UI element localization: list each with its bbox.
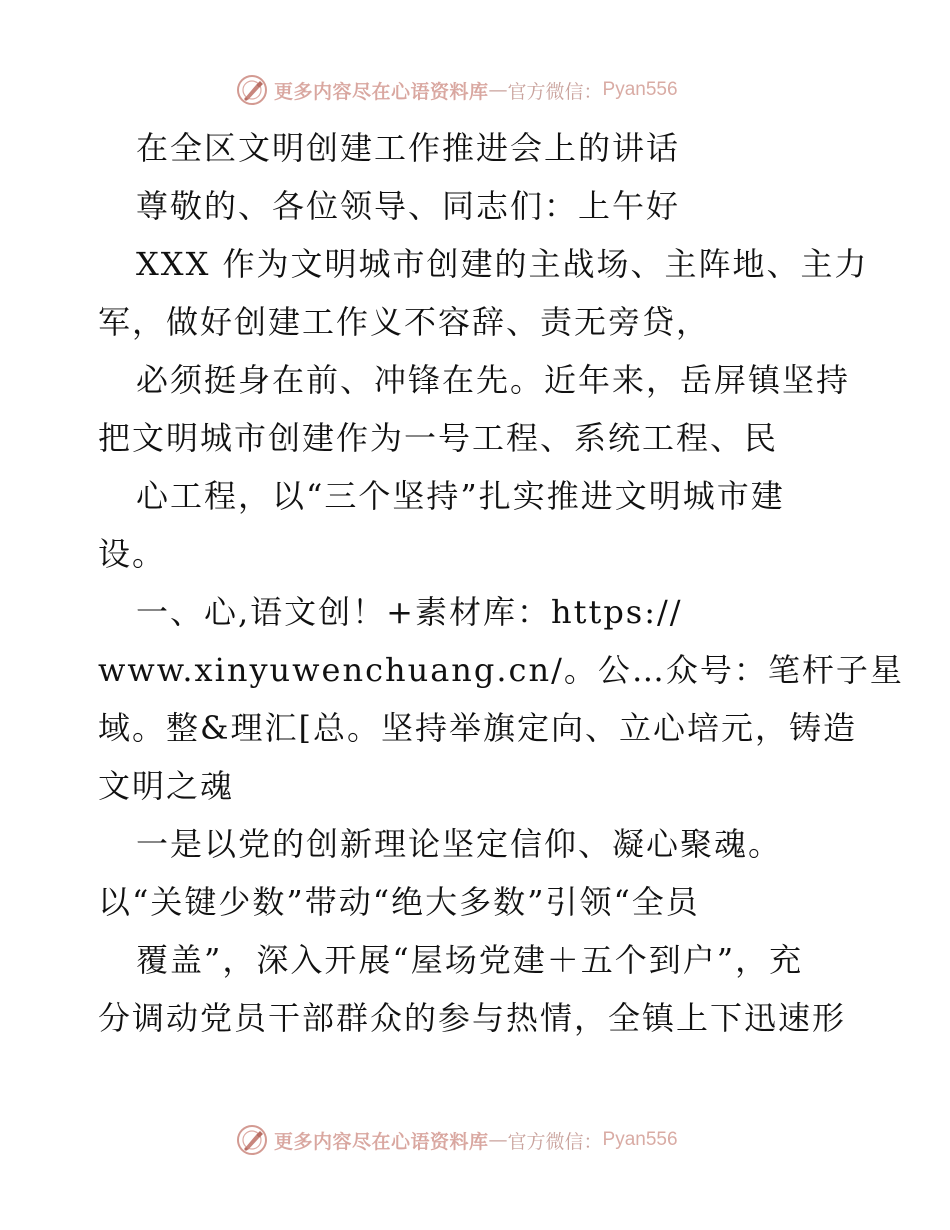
watermark-wechat-label: 官方微信： <box>507 1130 603 1153</box>
watermark-wechat-label: 官方微信： <box>507 80 603 103</box>
watermark-main-text: 更多内容尽在心语资料库 <box>274 1130 489 1153</box>
paragraph-line: 必须挺身在前、冲锋在先。近年来，岳屏镇坚持 <box>136 361 851 399</box>
paragraph-line: 覆盖”，深入开展“屋场党建＋五个到户”，充 <box>136 941 804 979</box>
paragraph-line: 一是以党的创新理论坚定信仰、凝心聚魂。 <box>136 825 783 863</box>
paragraph-line: 以“关键少数”带动“绝大多数”引领“全员 <box>98 883 700 921</box>
footer-watermark <box>236 1123 678 1157</box>
salutation: 尊敬的、各位领导、同志们：上午好 <box>136 187 681 225</box>
document-title: 在全区文明创建工作推进会上的讲话 <box>136 129 681 167</box>
paragraph-line: 军，做好创建工作义不容辞、责无旁贷， <box>98 303 711 341</box>
paragraph-line: 心工程，以“三个坚持”扎实推进文明城市建 <box>136 477 785 515</box>
paragraph-line: 分调动党员干部群众的参与热情，全镇上下迅速形 <box>98 999 847 1037</box>
watermark-wechat-id: Pyan556 <box>602 79 678 100</box>
paragraph-line: XXX 作为文明城市创建的主战场、主阵地、主力 <box>136 245 869 283</box>
paragraph-line: 把文明城市创建作为一号工程、系统工程、民 <box>98 419 779 457</box>
pen-logo-icon <box>236 1124 268 1156</box>
watermark-wechat-id: Pyan556 <box>602 1129 678 1150</box>
watermark-separator: — <box>488 79 508 101</box>
paragraph-line: 设。 <box>98 535 167 573</box>
section-heading-line: 文明之魂 <box>98 767 235 805</box>
watermark-main-text: 更多内容尽在心语资料库 <box>274 80 489 103</box>
section-heading-line: 一、心,语文创！+素材库：https:// <box>136 593 683 631</box>
section-heading-line: 域。整&理汇[总。坚持举旗定向、立心培元，铸造 <box>98 709 857 747</box>
section-heading-line: www.xinyuwenchuang.cn/。公…众号：笔杆子星 <box>98 651 904 689</box>
watermark-separator: — <box>488 1129 508 1151</box>
